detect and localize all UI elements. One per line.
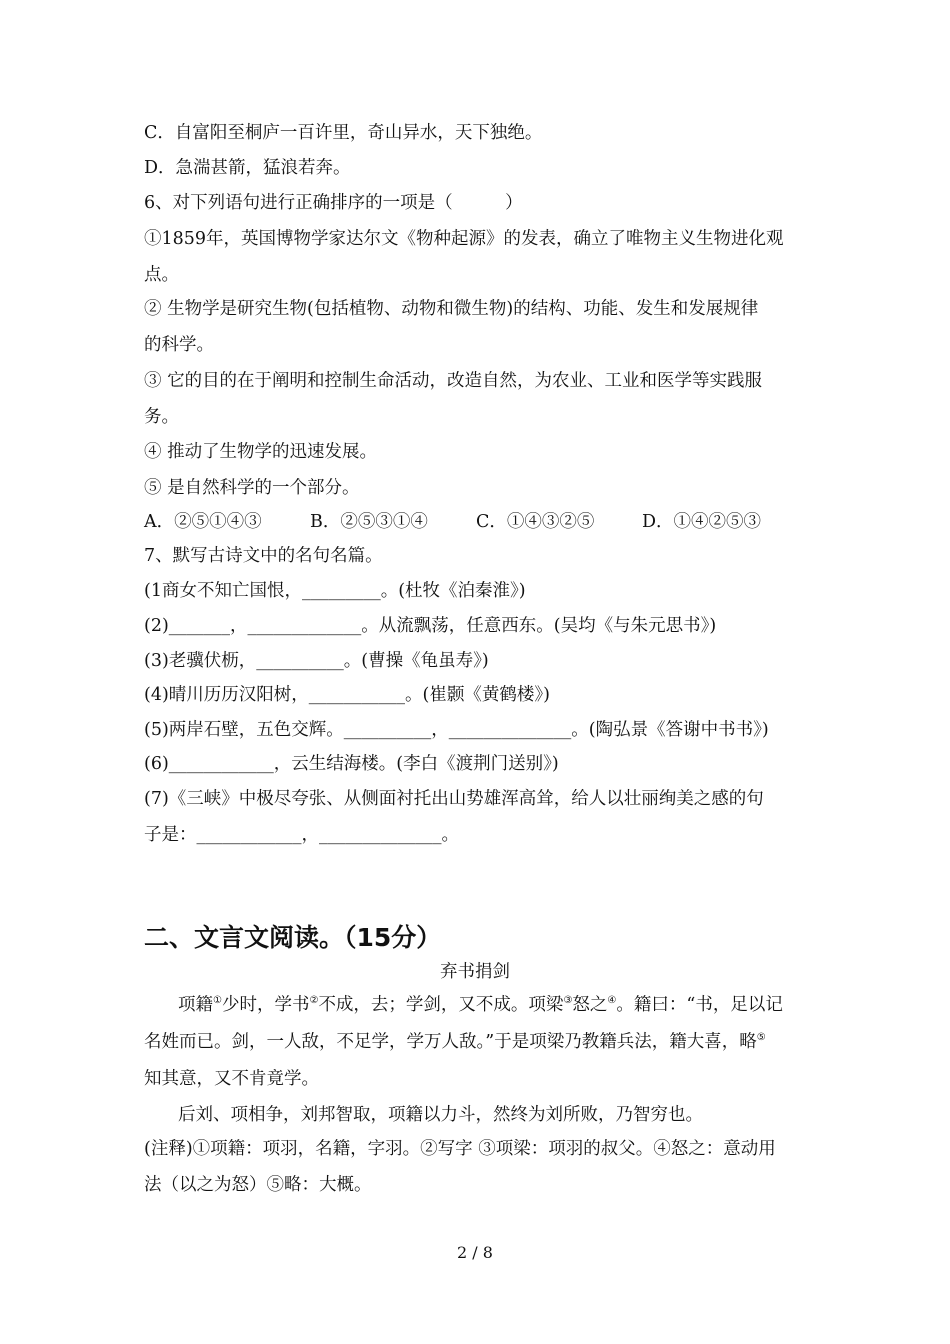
sentence-4: ④ 推动了生物学的迅速发展。 — [144, 442, 378, 462]
passage-line-1: 项籍①少时，学书②不成，去；学剑，又不成。项梁③怒之④。籍曰：“书，足以记 — [178, 995, 783, 1015]
question-6-stem: 6、对下列语句进行正确排序的一项是（ ） — [144, 193, 523, 213]
fill-item-2: (2)_______，_____________。从流飘荡，任意西东。(吴均《与朱元思书》) — [144, 616, 717, 636]
fill-item-6: (6)____________，云生结海楼。(李白《渡荆门送别》) — [144, 754, 559, 774]
annotation-line-2: 法（以之为怒）⑤略：大概。 — [144, 1175, 372, 1195]
footnote-4-marker: ④ — [607, 995, 617, 1007]
footnote-1-marker: ① — [213, 995, 222, 1007]
sentence-3: ③ 它的目的在于阐明和控制生命活动，改造自然，为农业、工业和医学等实践服 — [144, 371, 763, 391]
fill-item-7: (7)《三峡》中极尽夸张、从侧面衬托出山势雄浑高耸，给人以壮丽绚美之感的句 — [144, 789, 764, 809]
passage-title: 弃书捐剑 — [440, 962, 510, 982]
fill-item-1: (1商女不知亡国恨，_________。(杜牧《泊秦淮》) — [144, 581, 526, 601]
option-c-line: C．自富阳至桐庐一百许里，奇山异水，天下独绝。 — [144, 123, 543, 143]
sentence-2-cont: 的科学。 — [144, 335, 214, 355]
annotation-line-1: (注释)①项籍：项羽，名籍，字羽。②写字 ③项梁：项羽的叔父。④怒之：意动用 — [144, 1139, 776, 1159]
option-a: A．②⑤①④③ — [144, 512, 262, 532]
section-heading: 二、文言文阅读。（15分） — [144, 923, 442, 952]
footnote-5-marker: ⑤ — [756, 1032, 766, 1044]
fill-item-3: (3)老骥伏枥，__________。(曹操《龟虽寿》) — [144, 651, 489, 671]
sentence-2: ② 生物学是研究生物(包括植物、动物和微生物)的结构、功能、发生和发展规律 — [144, 299, 759, 319]
sentence-1-cont: 点。 — [144, 265, 179, 285]
option-b: B．②⑤③①④ — [310, 512, 428, 532]
fill-item-4: (4)晴川历历汉阳树，___________。(崔颢《黄鹤楼》) — [144, 685, 550, 705]
question-6-options — [144, 511, 761, 533]
sentence-5: ⑤ 是自然科学的一个部分。 — [144, 478, 360, 498]
sentence-3-cont: 务。 — [144, 407, 179, 427]
fill-item-7-cont: 子是：____________，______________。 — [144, 825, 459, 845]
footnote-3-marker: ③ — [563, 995, 573, 1007]
option-c: C．①④③②⑤ — [476, 512, 595, 532]
page-number: 2 / 8 — [457, 1243, 493, 1262]
fill-item-5: (5)两岸石壁，五色交辉。__________，______________。(陶弘景《答谢中书书》) — [144, 720, 769, 740]
question-7-stem: 7、默写古诗文中的名句名篇。 — [144, 546, 383, 566]
passage-paragraph-2: 后刘、项相争，刘邦智取，项籍以力斗，然终为刘所败，乃智穷也。 — [178, 1105, 703, 1125]
sentence-1: ①1859年，英国博物学家达尔文《物种起源》的发表，确立了唯物主义生物进化观 — [144, 229, 784, 249]
passage-line-2: 名姓而已。剑，一人敌，不足学，学万人敌。”于是项梁乃教籍兵法，籍大喜，略⑤ — [144, 1032, 766, 1052]
option-d: D．①④②⑤③ — [642, 512, 762, 532]
option-d-line: D．急湍甚箭，猛浪若奔。 — [144, 158, 351, 178]
footnote-2-marker: ② — [309, 995, 319, 1007]
passage-line-3: 知其意，又不肯竟学。 — [144, 1069, 319, 1089]
